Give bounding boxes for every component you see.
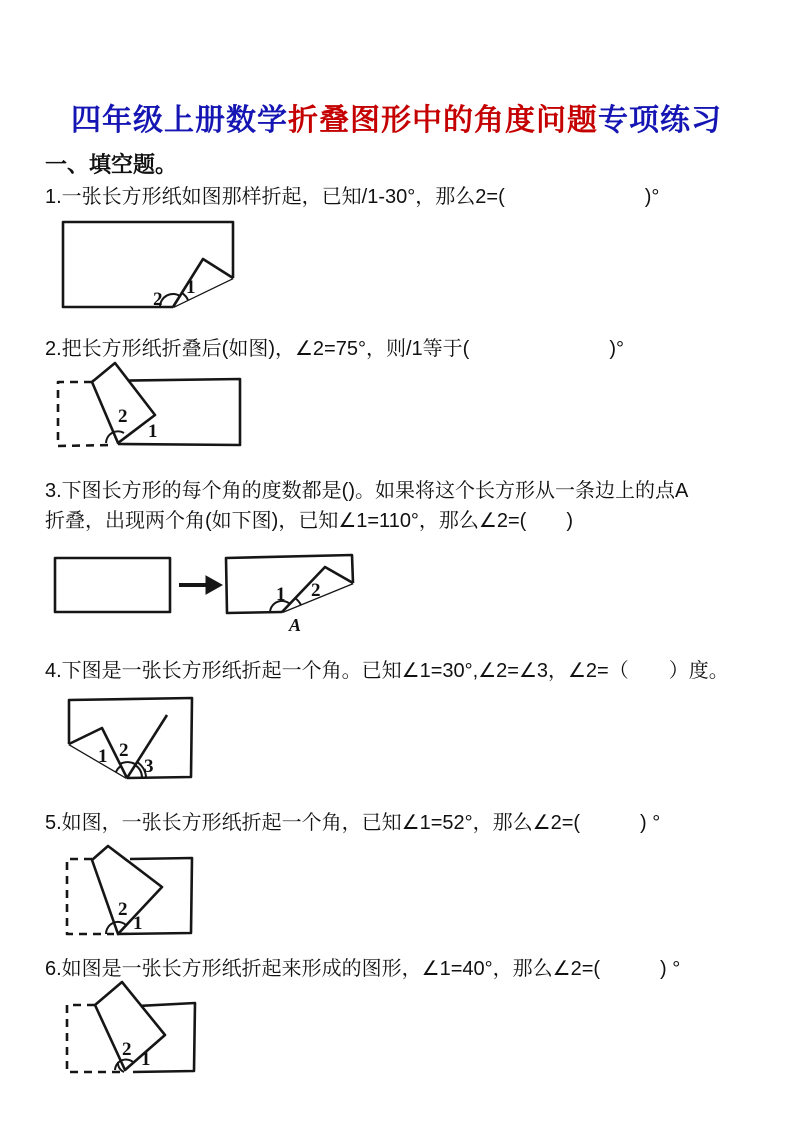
q4-angle3-arc-inner [135, 765, 142, 777]
figure-q1-folded-rectangle [55, 215, 245, 315]
figure-q6-folded-rectangle [58, 976, 208, 1081]
q3-point-a-label: A [289, 615, 302, 633]
title-suffix-part: 专项练习 [598, 104, 722, 137]
question-3-line2: 折叠，出现两个角(如下图)，已知∠1=110°，那么∠2=( ) [45, 510, 573, 532]
question-1-text: 1.一张长方形纸如图那样折起，已知/1-30°，那么2=( )° [45, 186, 660, 208]
q1-angle1-label: 1 [186, 277, 196, 298]
title-grade-part: 四年级上册数学 [71, 104, 288, 137]
question-4-text: 4.下图是一张长方形纸折起一个角。已知∠1=30°,∠2=∠3，∠2=（ ）度。 [45, 660, 729, 682]
q4-angle3-label: 3 [144, 756, 154, 777]
question-3-text [45, 476, 785, 536]
q3-angle1-label: 1 [276, 584, 286, 605]
q5-angle1-label: 1 [133, 913, 143, 934]
q2-angle1-label: 1 [148, 421, 158, 442]
q1-angle2-label: 2 [153, 289, 163, 310]
q6-angle1-label: 1 [141, 1049, 151, 1070]
q4-angle2-arc [120, 762, 135, 764]
q3-angle2-label: 2 [311, 580, 321, 601]
question-3-line1: 3.下图长方形的每个角的度数都是()。如果将这个长方形从一条边上的点A [45, 480, 689, 502]
question-2-text: 2.把长方形纸折叠后(如图)，∠2=75°，则/1等于( )° [45, 338, 624, 360]
figure-q2-folded-rectangle [50, 358, 255, 453]
figure-q4-folded-rectangle [60, 692, 210, 792]
q4-angle1-label: 1 [98, 746, 108, 767]
q3-plain-rectangle [55, 558, 170, 612]
figure-q5-folded-rectangle [58, 843, 208, 943]
question-5-text: 5.如图，一张长方形纸折起一个角，已知∠1=52°，那么∠2=( ) ° [45, 812, 661, 834]
section-heading: 一、填空题。 [45, 152, 178, 177]
q5-angle2-label: 2 [118, 899, 128, 920]
question-6-text: 6.如图是一张长方形纸折起来形成的图形，∠1=40°，那么∠2=( ) ° [45, 958, 681, 980]
q3-arrow-head-icon [206, 576, 222, 594]
q4-angle2-label: 2 [119, 740, 129, 761]
figure-q3-before-after-fold [48, 548, 368, 633]
q2-angle2-label: 2 [118, 406, 128, 427]
page-title [0, 95, 793, 139]
title-topic-part: 折叠图形中的角度问题 [288, 104, 598, 137]
q6-angle2-label: 2 [122, 1039, 132, 1060]
q2-folded-flap [92, 363, 155, 443]
